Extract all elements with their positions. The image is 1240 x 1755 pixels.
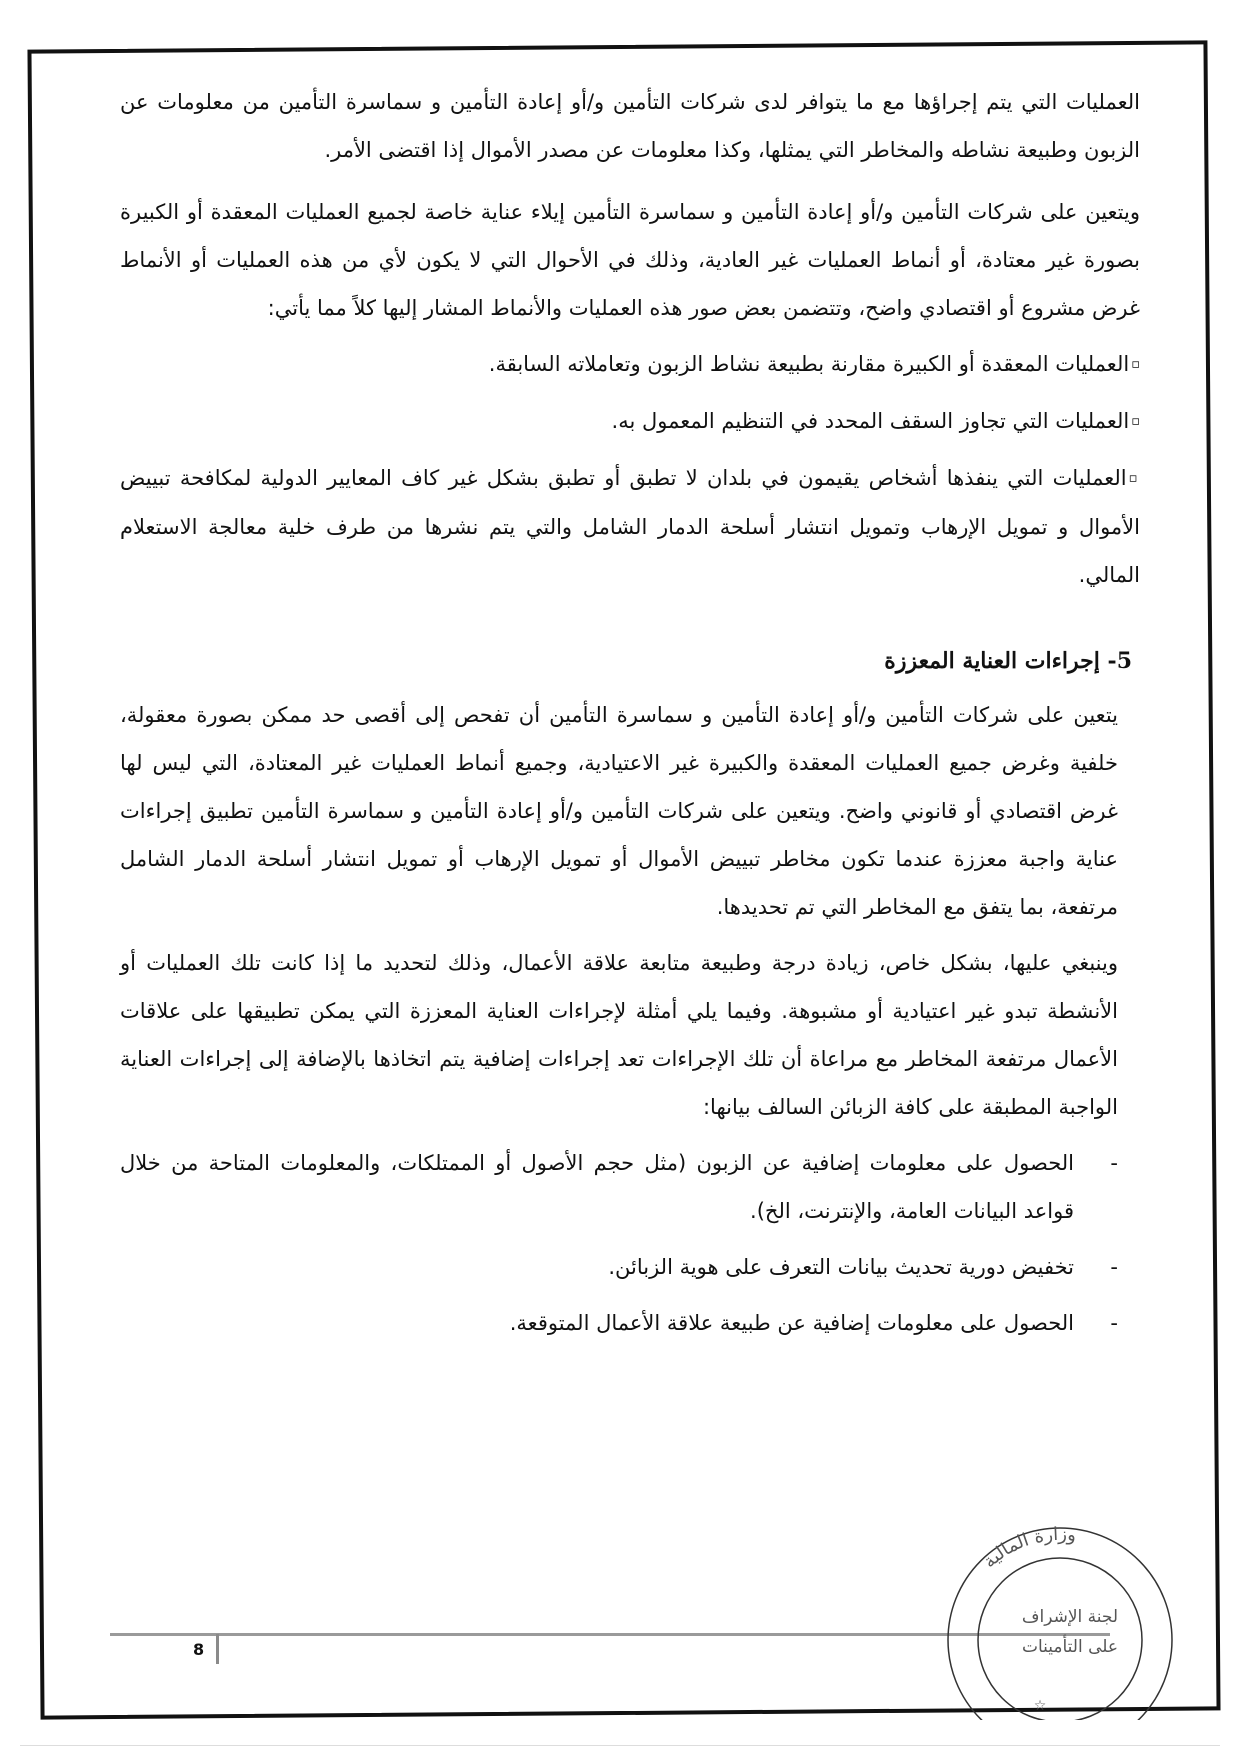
scan-edge (20, 1745, 1220, 1746)
list-item-text: الحصول على معلومات إضافية عن الزبون (مثل حجم الأصول أو الممتلكات، والمعلومات المتاحة من خلال قواعد البيانات العامة، والإنترنت، الخ). (120, 1151, 1074, 1223)
paragraph: يتعين على شركات التأمين و/أو إعادة التأمين و سماسرة التأمين أن تفحص إلى أقصى حد ممكن بصورة معقولة، خلفية وغرض جميع العمليات المعقدة والكبيرة غير الاعتيادية، وجميع أنماط العمليات غير المعتادة، التي ليس لها غرض اقتصادي أو قانوني واضح. ويتعين على شركات التأمين و/أو إعادة التأمين و سماسرة التأمين تطبيق إجراءات عناية واجبة معززة عندما تكون مخاطر تبييض الأموال أو تمويل الإرهاب أو تمويل انتشار أسلحة الدمار الشامل مرتفعة، بما يتفق مع المخاطر التي تم تحديدها. (120, 703, 1118, 919)
stamp-inner-line-2: على التأمينات (1021, 1637, 1119, 1657)
section-number: 5- (1107, 648, 1132, 674)
footer-separator (216, 1634, 219, 1664)
list-item-text: العمليات المعقدة أو الكبيرة مقارنة بطبيعة نشاط الزبون وتعاملاته السابقة. (488, 352, 1130, 376)
document-body (120, 78, 1140, 1355)
list-item-text: العمليات التي تجاوز السقف المحدد في التنظيم المعمول به. (611, 409, 1130, 433)
square-bullet-icon: ▫ (1131, 414, 1140, 429)
page-number: 8 (193, 1640, 205, 1659)
official-stamp (930, 1520, 1180, 1720)
stamp-star-icon: ☆ (1033, 1698, 1047, 1714)
dash-bullet-icon: - (1110, 1311, 1118, 1335)
section-body (120, 691, 1140, 1347)
stamp-inner-line-1: لجنة الإشراف (1021, 1607, 1119, 1627)
stamp-graphic (930, 1520, 1180, 1720)
section-title: إجراءات العناية المعززة (884, 648, 1100, 674)
list-item (120, 1243, 1118, 1291)
list-item-text: العمليات التي ينفذها أشخاص يقيمون في بلدان لا تطبق أو تطبق بشكل غير كاف المعايير الدولية لمكافحة تبييض الأموال و تمويل الإرهاب وتمويل انتشار أسلحة الدمار الشامل والتي يتم نشرها من طرف خلية معالجة الاستعلام المالي. (120, 466, 1140, 587)
stamp-outer-text: وزارة المالية (979, 1523, 1078, 1573)
section-heading (120, 641, 1132, 681)
square-bullet-icon: ▫ (1128, 471, 1141, 486)
paragraph: العمليات التي يتم إجراؤها مع ما يتوافر لدى شركات التأمين و/أو إعادة التأمين و سماسرة التأمين من معلومات عن الزبون وطبيعة نشاطه والمخاطر التي يمثلها، وكذا معلومات عن مصدر الأموال إذا اقتضى الأمر. (120, 90, 1140, 162)
list-item-text: تخفيض دورية تحديث بيانات التعرف على هوية الزبائن. (608, 1255, 1074, 1279)
list-item (120, 397, 1140, 446)
list-item (120, 1139, 1118, 1235)
list-item (120, 1299, 1118, 1347)
dash-bullet-icon: - (1110, 1151, 1118, 1175)
paragraph: ويتعين على شركات التأمين و/أو إعادة التأمين و سماسرة التأمين إيلاء عناية خاصة لجميع العمليات المعقدة أو الكبيرة بصورة غير معتادة، أو أنماط العمليات غير العادية، وذلك في الأحوال التي لا يكون لأي من هذه العمليات أو الأنماط غرض مشروع أو اقتصادي واضح، وتتضمن بعض صور هذه العمليات والأنماط المشار إليها كلاً مما يأتي: (120, 200, 1140, 320)
dash-bullet-icon: - (1110, 1255, 1118, 1279)
list-item-text: الحصول على معلومات إضافية عن طبيعة علاقة الأعمال المتوقعة. (509, 1311, 1074, 1335)
square-bullet-icon: ▫ (1131, 357, 1140, 372)
list-item (120, 454, 1140, 599)
paragraph: وينبغي عليها، بشكل خاص، زيادة درجة وطبيعة متابعة علاقة الأعمال، وذلك لتحديد ما إذا كانت تلك العمليات أو الأنشطة تبدو غير اعتيادية أو مشبوهة. وفيما يلي أمثلة لإجراءات العناية المعززة التي يمكن تطبيقها على علاقات الأعمال مرتفعة المخاطر مع مراعاة أن تلك الإجراءات تعد إجراءات إضافية يتم اتخاذها بالإضافة إلى إجراءات العناية الواجبة المطبقة على كافة الزبائن السالف بيانها: (120, 951, 1118, 1119)
list-item (120, 340, 1140, 389)
